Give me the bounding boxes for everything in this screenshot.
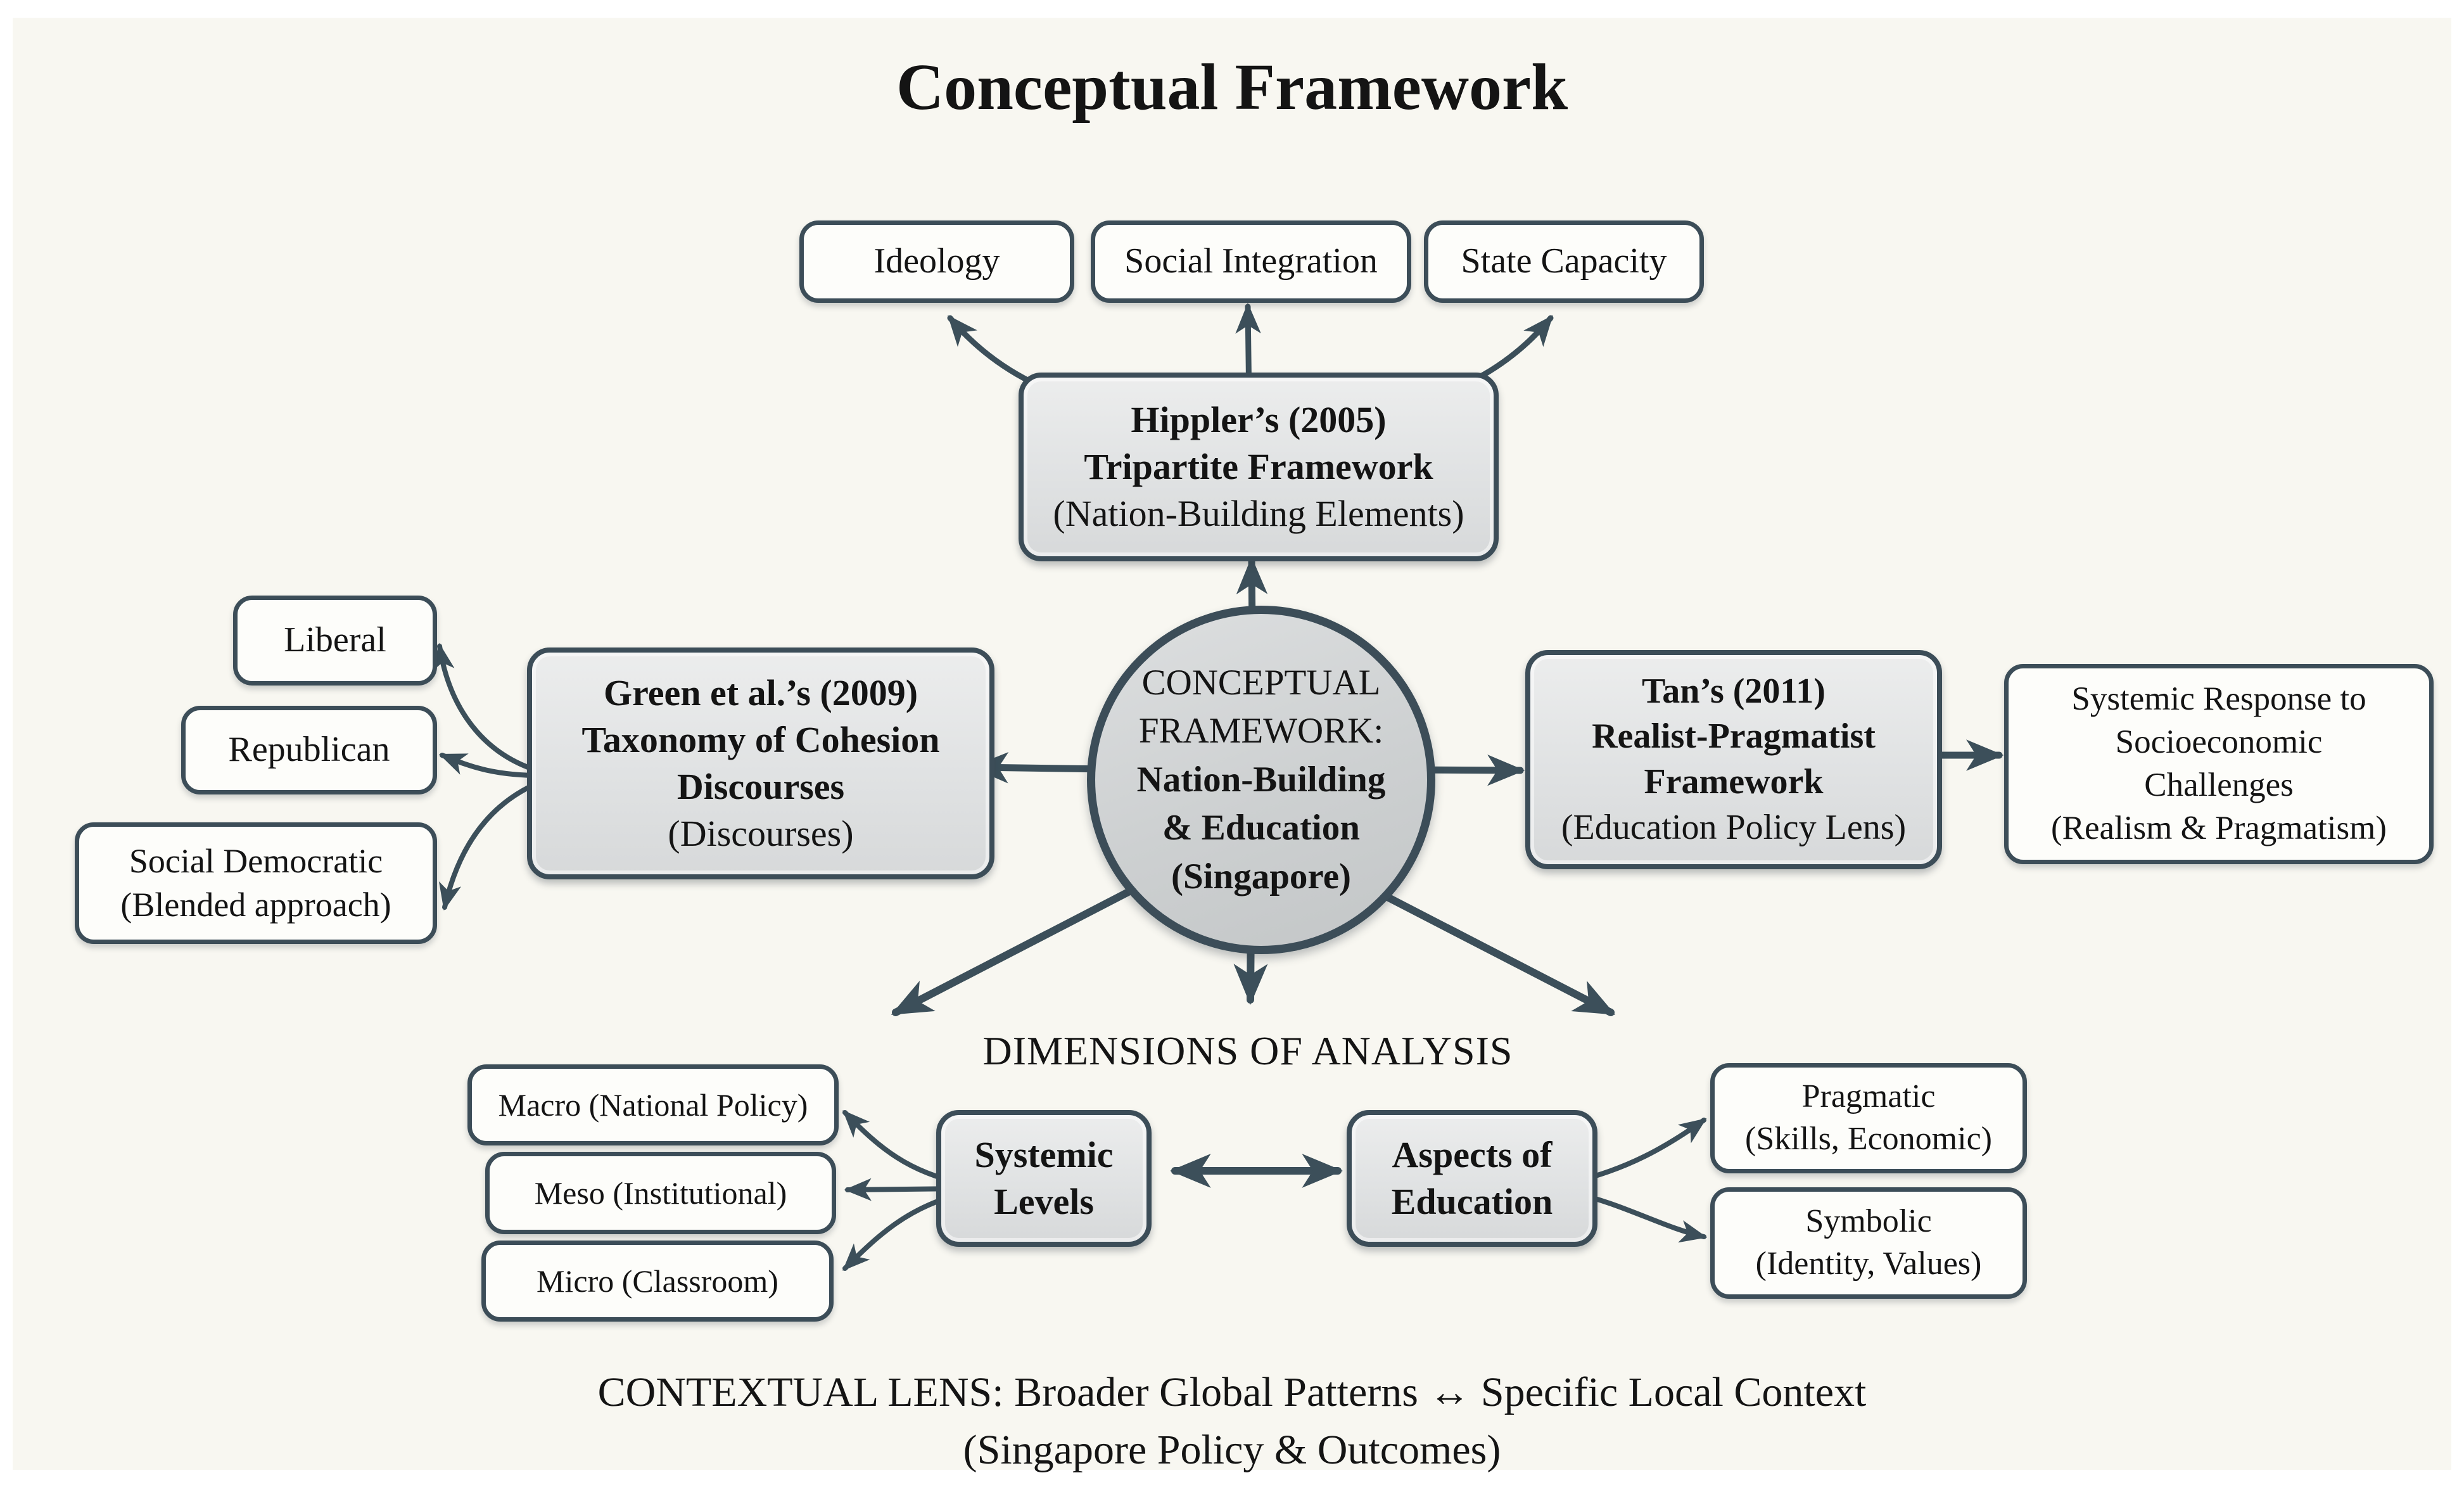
node-green-taxonomy (527, 647, 994, 879)
node-line: Aspects of (1392, 1133, 1553, 1175)
node-line: (Skills, Economic) (1745, 1121, 1992, 1157)
node-line: Framework (1644, 762, 1824, 801)
node-symbolic (1710, 1187, 2027, 1299)
node-line: Green et al.’s (2009) (603, 672, 918, 713)
node-line: Social Democratic (129, 841, 383, 880)
node-social-integration (1091, 220, 1411, 303)
node-central-framework-circle (1087, 606, 1435, 954)
node-line: (Nation-Building Elements) (1053, 493, 1464, 535)
node-line: (Blended approach) (120, 886, 391, 924)
node-line: Systemic (974, 1133, 1114, 1175)
node-label: Macro (National Policy) (498, 1087, 808, 1123)
node-line: Realist-Pragmatist (1592, 717, 1876, 756)
node-social-democratic (75, 822, 437, 944)
node-label: Liberal (284, 620, 386, 660)
node-line: Tan’s (2011) (1642, 671, 1826, 711)
dimensions-of-analysis-label: DIMENSIONS OF ANALYSIS (982, 1028, 1513, 1073)
node-label: Meso (Institutional) (534, 1175, 787, 1211)
node-line: Taxonomy of Cohesion (581, 718, 940, 760)
node-state-capacity (1424, 220, 1704, 303)
node-label: Social Integration (1124, 241, 1378, 281)
node-ideology (799, 220, 1074, 303)
node-line: Hippler’s (2005) (1131, 399, 1387, 440)
node-line: (Realism & Pragmatism) (2051, 809, 2387, 846)
node-line: (Singapore) (1171, 856, 1351, 896)
node-line: Levels (994, 1181, 1094, 1222)
node-label: State Capacity (1461, 241, 1667, 281)
node-line: (Discourses) (668, 813, 854, 855)
node-macro (467, 1064, 839, 1145)
node-line: FRAMEWORK: (1138, 711, 1384, 751)
node-line: Pragmatic (1801, 1078, 1936, 1115)
arrow-circle-to-dimensions-right (1358, 882, 1611, 1012)
contextual-lens-line1: CONTEXTUAL LENS: Broader Global Patterns ↔ Specific Local Context (597, 1369, 1867, 1415)
node-line: Systemic Response to (2071, 680, 2366, 718)
node-aspects-of-education (1347, 1110, 1597, 1247)
node-systemic-levels (936, 1110, 1152, 1247)
page-title: Conceptual Framework (896, 51, 1568, 124)
node-meso (485, 1152, 836, 1234)
node-line: (Education Policy Lens) (1561, 807, 1907, 847)
node-line: & Education (1162, 808, 1360, 848)
node-line: Discourses (676, 766, 845, 807)
contextual-lens-line2: (Singapore Policy & Outcomes) (963, 1427, 1501, 1474)
node-republican (181, 706, 437, 794)
node-line: Tripartite Framework (1084, 445, 1433, 487)
node-tan-framework (1525, 650, 1942, 869)
contextual-lens-label (0, 1363, 2464, 1479)
node-line: Challenges (2144, 767, 2294, 803)
node-line: Education (1391, 1181, 1553, 1222)
node-line: CONCEPTUAL (1141, 663, 1381, 703)
node-label: Ideology (873, 241, 1000, 281)
node-micro (481, 1241, 834, 1322)
node-systemic-response (2004, 664, 2434, 864)
node-label: Micro (Classroom) (537, 1263, 778, 1299)
node-hippler-framework (1019, 373, 1499, 561)
node-pragmatic (1710, 1063, 2027, 1173)
node-line: Nation-Building (1136, 759, 1386, 800)
node-line: (Identity, Values) (1755, 1246, 1982, 1282)
node-line: Socioeconomic (2115, 724, 2323, 761)
node-liberal (233, 596, 437, 686)
node-label: Republican (228, 730, 390, 770)
arrow-circle-to-dimensions-left (896, 882, 1148, 1012)
node-line: Symbolic (1805, 1203, 1932, 1240)
